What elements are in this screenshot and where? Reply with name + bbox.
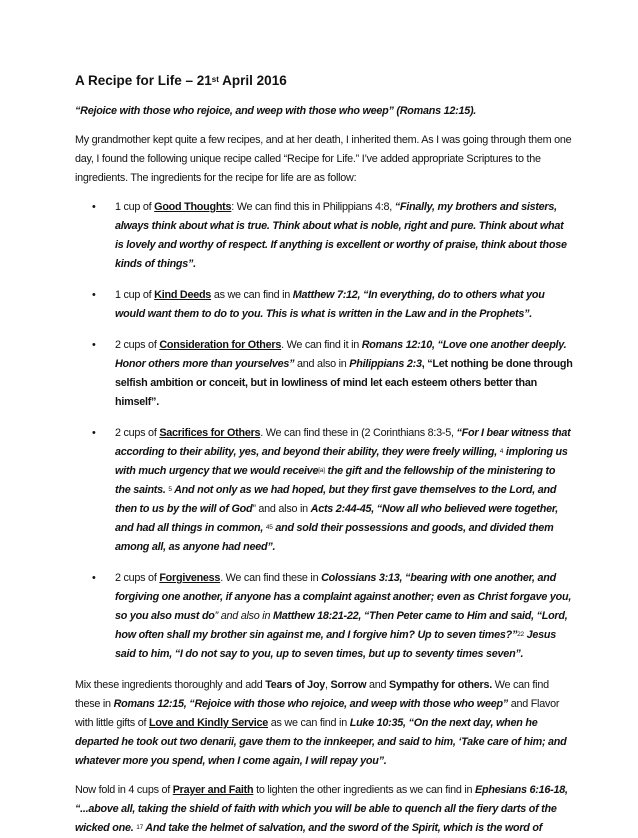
title-date: April 2016 — [218, 73, 287, 88]
item-name: Forgiveness — [159, 572, 221, 584]
mix-ingredient: Love and Kindly Service — [148, 717, 269, 729]
item-quote: , “Let nothing be done through selfish ambition or conceit, but in lowliness of mind let each esteem others better than himself”. — [115, 358, 573, 408]
item-text: ” and also in — [214, 610, 273, 622]
mix-text: as we can find in — [268, 717, 350, 729]
item-text: ” and also in — [252, 503, 311, 515]
item-ref: Matthew 18:21-22, — [272, 610, 362, 622]
fold-ref: Ephesians 6:16-18 — [475, 784, 566, 796]
epigraph: “Rejoice with those who rejoice, and weep with those who weep” (Romans 12:15). — [75, 105, 477, 117]
list-item — [75, 336, 573, 412]
mix-ref: Luke 10:35 — [349, 717, 404, 729]
item-text: . We can find these in (2 Corinthians 8:3-5, — [260, 427, 457, 439]
mix-ingredient: Tears of Joy — [265, 679, 326, 691]
item-name: Kind Deeds — [154, 289, 212, 301]
list-item — [75, 286, 573, 324]
item-ref: Romans 12:10, — [361, 339, 435, 351]
item-quote: , “bearing with one another, and forgiving one another, if anyone has a complaint against another; even as Christ forgave you, so you also must do — [115, 572, 572, 622]
item-qty: 1 cup of — [115, 289, 155, 301]
mix-ingredient: Sympathy for others. — [389, 679, 493, 691]
item-quote: Jesus said to him, “I do not say to you, up to seven times, but up to seventy times seven”. — [115, 629, 556, 660]
item-ref: Matthew 7:12, — [292, 289, 361, 301]
mix-ingredient: Sorrow — [330, 679, 367, 691]
item-text: as we can find in — [211, 289, 293, 301]
item-quote: “Then Peter came to Him and said, “Lord, how often shall my brother sin against me, and I forgive him? Up to seven times?” — [115, 610, 568, 641]
document-page — [75, 72, 573, 838]
mix-quote: , “Rejoice with those who rejoice, and weep with those who weep” — [183, 698, 508, 710]
verse-number: 22 — [517, 631, 524, 638]
item-quote: “Now all who believed were together, and had all things in common, — [115, 503, 558, 534]
page-title — [75, 72, 573, 90]
item-text: and also in — [294, 358, 350, 370]
verse-number: 45 — [265, 524, 273, 531]
mix-text: , — [325, 679, 331, 691]
fold-paragraph — [75, 781, 573, 838]
mix-text: We can find these in — [75, 679, 549, 710]
verse-number: 17 — [136, 824, 143, 831]
item-quote: imploring us with much urgency that we would receive — [115, 446, 568, 477]
item-name: Good Thoughts — [154, 201, 232, 213]
mix-paragraph — [75, 676, 573, 771]
list-item — [75, 198, 573, 274]
title-superscript: st — [211, 75, 219, 84]
item-quote: And not only as we had hoped, but they first gave themselves to the Lord, and then to us by the will of God — [115, 484, 557, 515]
mix-quote: , “On the next day, when he departed he took out two denarii, gave them to the innkeeper, and said to him, ‘Take care of him; and whatever more you spend, when I come again, I will repay you”. — [75, 717, 567, 767]
item-ref: Philippians 2:3 — [349, 358, 422, 370]
item-qty: 1 cup of — [115, 201, 155, 213]
title-text: A Recipe for Life – 21 — [75, 73, 212, 88]
mix-text: and Flavor with little gifts of — [75, 698, 560, 729]
list-item — [75, 569, 573, 664]
item-name: Sacrifices for Others — [159, 427, 261, 439]
fold-quote: And take the helmet of salvation, and the sword of the Spirit, which is the word of — [142, 822, 543, 834]
item-text: . We can find these in — [220, 572, 322, 584]
fold-text: to lighten the other ingredients as we can find in — [253, 784, 476, 796]
bullet-icon: • — [92, 427, 96, 439]
footnote-marker: [a] — [318, 467, 325, 474]
fold-text: Now fold in 4 cups of — [75, 784, 173, 796]
item-text: : We can find this in Philippians 4:8, — [231, 201, 395, 213]
mix-text: and — [366, 679, 390, 691]
fold-ingredient: Prayer and Faith — [172, 784, 254, 796]
item-quote: “Love one another deeply. Honor others more than yourselves” — [115, 339, 567, 370]
verse-number: 5 — [168, 486, 172, 493]
item-quote: “In everything, do to others what you would want them to do to you. This is what is written in the Law and in the Prophets”. — [115, 289, 545, 320]
item-ref: Colossians 3:13 — [321, 572, 400, 584]
intro-paragraph: My grandmother kept quite a few recipes, and at her death, I inherited them. As I was going through them one day, I found the following unique recipe called “Recipe for Life.” I’ve added appropriate Scriptures to the ingredients. The ingredients for the recipe for life are as follow: — [75, 134, 572, 184]
bullet-icon: • — [92, 201, 96, 213]
bullet-icon: • — [92, 339, 96, 351]
bullet-icon: • — [92, 289, 96, 301]
bullet-icon: • — [92, 572, 96, 584]
mix-ref: Romans 12:15 — [113, 698, 184, 710]
item-quote: and sold their possessions and goods, and divided them among all, as anyone had need”. — [115, 522, 554, 553]
item-text: . We can find it in — [281, 339, 362, 351]
item-name: Consideration for Others — [159, 339, 282, 351]
fold-quote: , “...above all, taking the shield of faith with which you will be able to quench all the fiery darts of the wicked one. — [75, 784, 568, 834]
verse-number: 4 — [499, 448, 504, 455]
mix-text: Mix these ingredients thoroughly and add — [75, 679, 266, 691]
item-quote: the gift and the fellowship of the ministering to the saints. — [115, 465, 556, 496]
item-quote: “For I bear witness that according to their ability, yes, and beyond their ability, they were freely willing, — [115, 427, 571, 458]
item-qty: 2 cups of — [115, 427, 160, 439]
item-quote: “Finally, my brothers and sisters, always think about what is true. Think about what is noble, right and pure. Think about what is lovely and worthy of respect. If anything is excellent or worthy of praise, think about those kinds of things”. — [115, 201, 567, 270]
ingredient-list — [75, 198, 573, 664]
list-item — [75, 424, 573, 557]
item-qty: 2 cups of — [115, 572, 160, 584]
item-ref: Acts 2:44-45, — [310, 503, 375, 515]
item-qty: 2 cups of — [115, 339, 160, 351]
